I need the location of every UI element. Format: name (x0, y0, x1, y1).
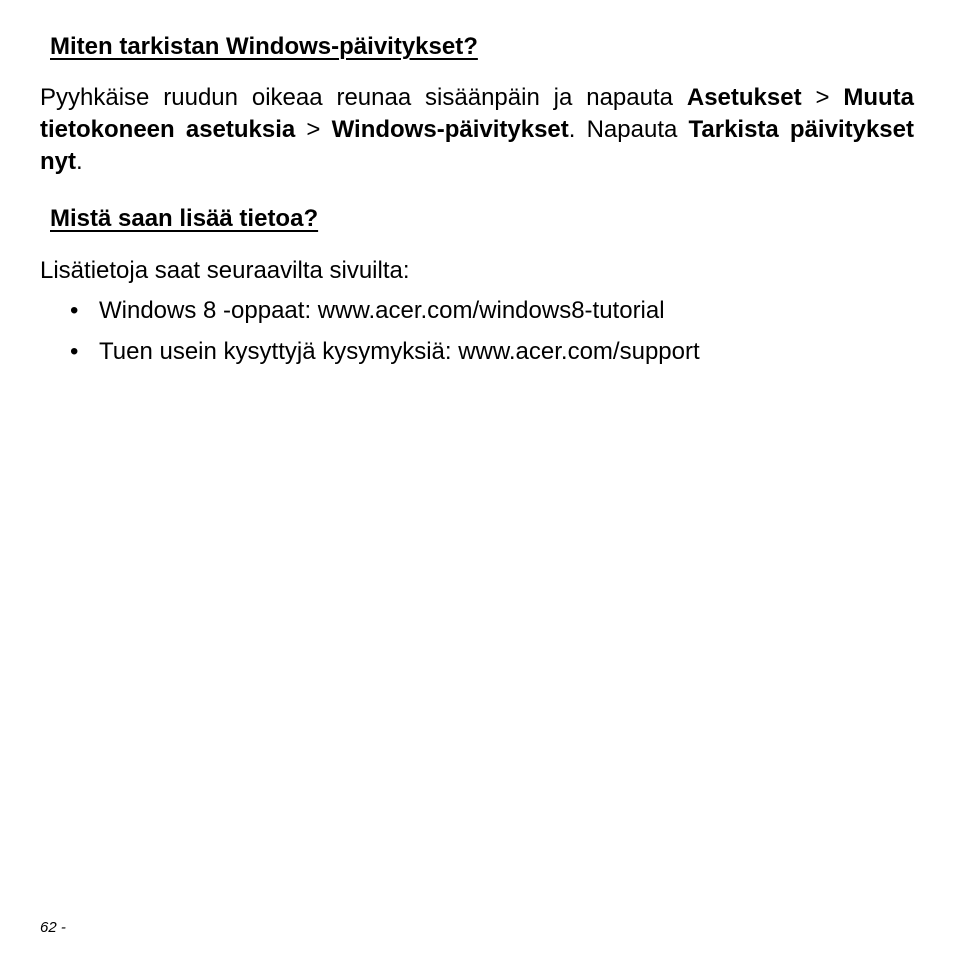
more-info-intro: Lisätietoja saat seuraavilta sivuilta: (40, 257, 410, 284)
instruction-text: . Napauta (568, 116, 689, 143)
path-separator: > (801, 84, 844, 111)
instructions-paragraph (40, 82, 914, 178)
settings-path-change-pc-settings: Muuta tietokoneen asetuksia (40, 84, 914, 143)
instruction-text: . (76, 148, 83, 175)
instruction-text: Pyyhkäise ruudun oikeaa reunaa sisäänpäin ja napauta (40, 84, 687, 111)
section-heading-more-info: Mistä saan lisää tietoa? (50, 205, 319, 232)
bullet-icon: • (70, 297, 79, 324)
path-separator: > (295, 116, 332, 143)
list-item-text: Windows 8 -oppaat: www.acer.com/windows8-tutorial (99, 297, 665, 324)
page-number: 62 - (40, 919, 66, 936)
list-item (70, 295, 665, 327)
list-item (70, 336, 700, 368)
settings-path-asetukset: Asetukset (686, 84, 802, 111)
list-item-text: Tuen usein kysyttyjä kysymyksiä: www.acer.com/support (99, 338, 700, 365)
section-heading-windows-updates: Miten tarkistan Windows-päivitykset? (50, 33, 478, 60)
bullet-icon: • (70, 338, 79, 365)
settings-path-windows-update: Windows-päivitykset (331, 116, 569, 143)
check-now-label: Tarkista päivitykset nyt (40, 116, 914, 175)
